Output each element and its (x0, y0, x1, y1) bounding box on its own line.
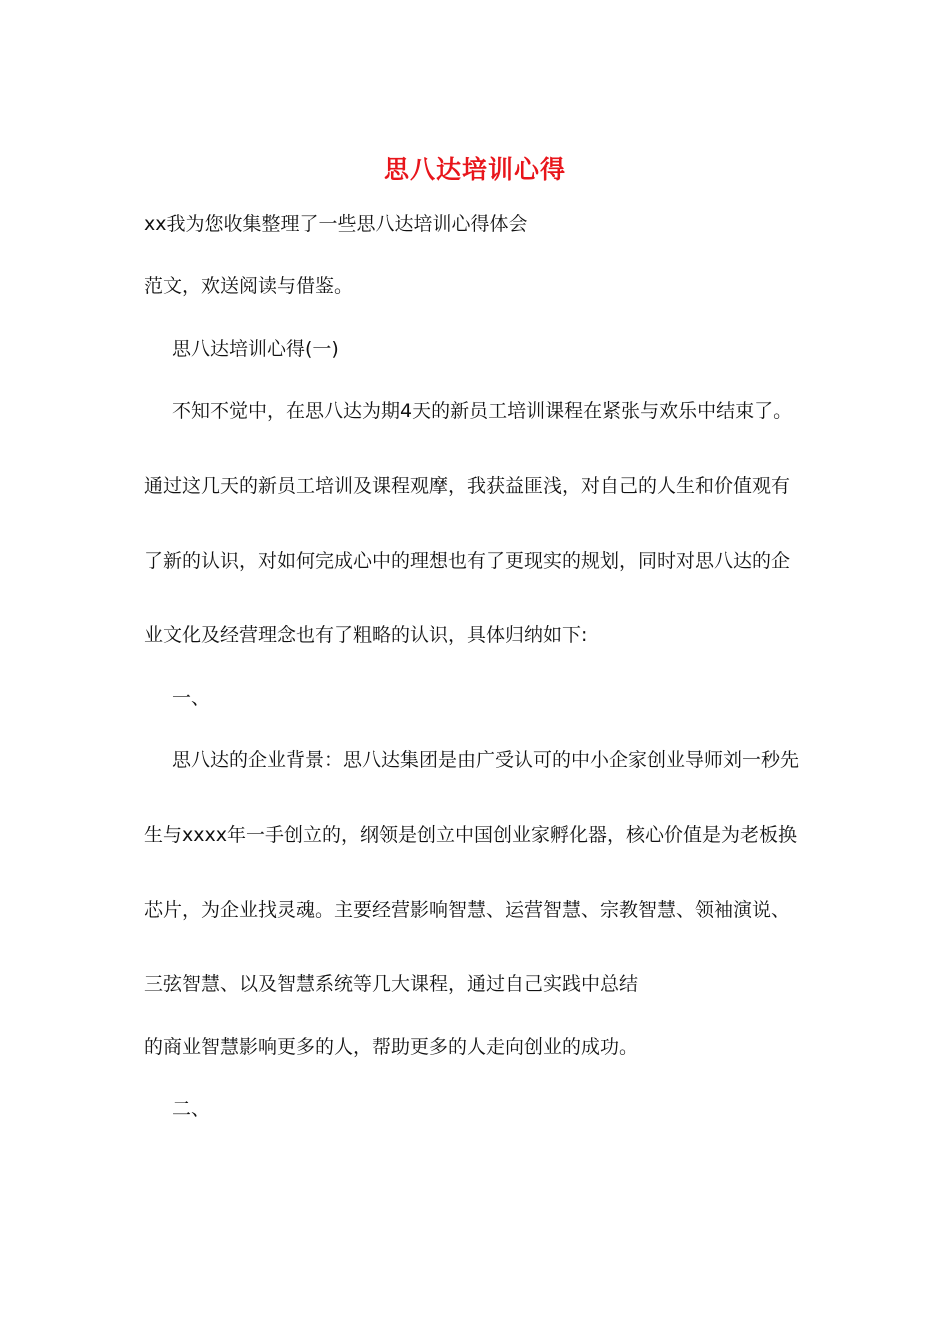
paragraph-line: 业文化及经营理念也有了粗略的认识，具体归纳如下: (144, 624, 588, 646)
paragraph-line: 生与xxxx年一手创立的，纲领是创立中国创业家孵化器，核心价值是为老板换 (144, 824, 797, 846)
paragraph-line: 不知不觉中，在思八达为期4天的新员工培训课程在紧张与欢乐中结束了。 (172, 400, 793, 422)
paragraph-line: 了新的认识，对如何完成心中的理想也有了更现实的规划，同时对思八达的企 (144, 550, 791, 572)
paragraph-line: 三弦智慧、以及智慧系统等几大课程，通过自己实践中总结 (144, 973, 639, 995)
paragraph-line: 的商业智慧影响更多的人，帮助更多的人走向创业的成功。 (144, 1036, 639, 1058)
paragraph-line: xx我为您收集整理了一些思八达培训心得体会 (144, 213, 528, 235)
paragraph-line: 范文，欢送阅读与借鉴。 (144, 275, 354, 297)
document-title: 思八达培训心得 (383, 155, 566, 184)
list-marker: 二、 (172, 1098, 211, 1120)
paragraph-line: 通过这几天的新员工培训及课程观摩，我获益匪浅，对自己的人生和价值观有 (144, 475, 791, 497)
section-heading: 思八达培训心得(一) (172, 338, 339, 360)
list-marker: 一、 (172, 687, 211, 709)
paragraph-line: 思八达的企业背景：思八达集团是由广受认可的中小企家创业导师刘一秒先 (172, 749, 800, 771)
paragraph-line: 芯片，为企业找灵魂。主要经营影响智慧、运营智慧、宗教智慧、领袖演说、 (144, 899, 791, 921)
